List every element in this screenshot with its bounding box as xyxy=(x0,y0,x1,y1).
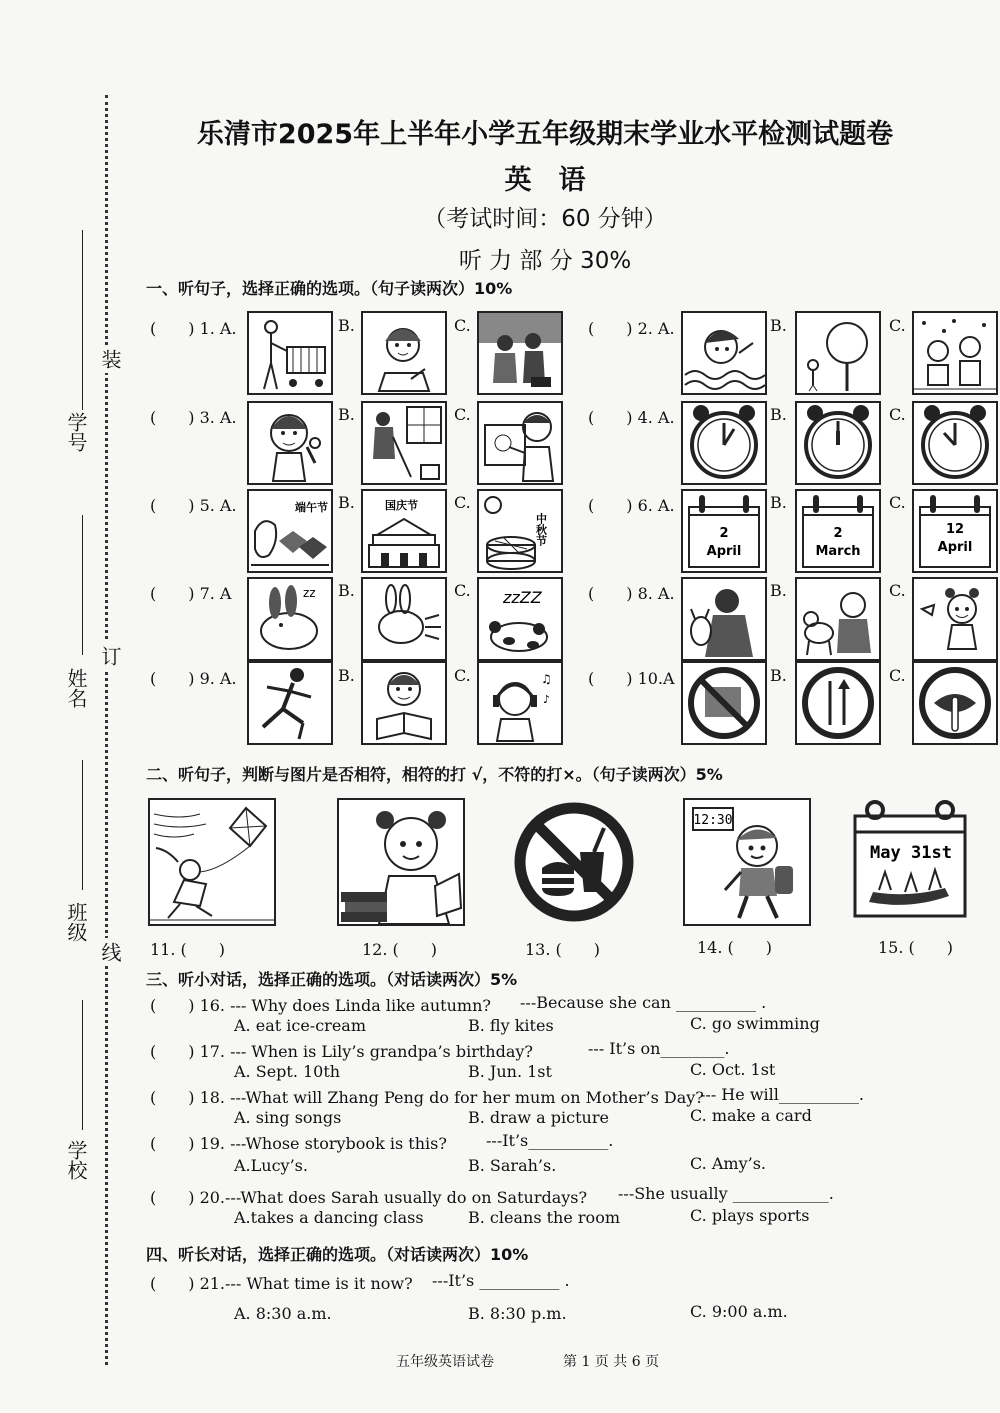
q10-option-b-sign[interactable] xyxy=(795,661,881,745)
svg-text:zz: zz xyxy=(303,586,316,600)
q18-answer-stem: --- He will__________. xyxy=(700,1085,864,1104)
q10-option-c-sign[interactable] xyxy=(912,661,998,745)
q15-answer[interactable]: 15. ( ) xyxy=(878,938,954,957)
q6-option-c-label[interactable]: C. xyxy=(889,493,906,512)
q5-option-a-picture[interactable] xyxy=(247,489,333,573)
q2-option-c-picture[interactable] xyxy=(912,311,998,395)
school-blank[interactable] xyxy=(82,1000,83,1130)
section1-title: 一、听句子，选择正确的选项。（句子读两次）10% xyxy=(146,279,513,298)
q10-number[interactable]: ( ) 10.A xyxy=(588,669,675,688)
q2-option-a-picture[interactable] xyxy=(681,311,767,395)
q21-option-c[interactable]: C. 9:00 a.m. xyxy=(690,1302,788,1321)
q3-option-c-picture[interactable] xyxy=(477,401,563,485)
exam-title: 乐清市2025年上半年小学五年级期末学业水平检测试题卷 xyxy=(196,119,894,150)
class-label: 班级 xyxy=(64,902,88,942)
svg-text:♪: ♪ xyxy=(543,693,551,706)
q11-picture[interactable] xyxy=(148,798,276,926)
q11-answer[interactable]: 11. ( ) xyxy=(150,940,226,959)
q9-number[interactable]: ( ) 9. A. xyxy=(150,669,237,688)
q6c-day: 12 xyxy=(945,522,965,537)
name-label: 姓名 xyxy=(64,668,88,708)
q2-option-b-label[interactable]: B. xyxy=(770,316,787,335)
q8-option-c-label[interactable]: C. xyxy=(889,581,906,600)
q19-answer-stem: ---It’s__________. xyxy=(486,1131,614,1150)
q6-option-c-calendar[interactable] xyxy=(912,489,998,573)
q8-option-b-picture[interactable] xyxy=(795,577,881,661)
binding-dotted-line xyxy=(105,95,108,1365)
q10-option-b-label[interactable]: B. xyxy=(770,666,787,685)
q10-option-c-label[interactable]: C. xyxy=(889,666,906,685)
q12-picture[interactable] xyxy=(337,798,465,926)
q6-option-b-calendar[interactable] xyxy=(795,489,881,573)
q6b-day: 2 xyxy=(833,526,843,541)
q18-question[interactable]: ( ) 18. ---What will Zhang Peng do for her mum on Mother’s Day? xyxy=(150,1088,704,1107)
q16-option-b[interactable]: B. fly kites xyxy=(468,1016,554,1035)
q4-option-a-clock[interactable] xyxy=(681,401,767,485)
q6-option-b-label[interactable]: B. xyxy=(770,493,787,512)
q20-question[interactable]: ( ) 20.---What does Sarah usually do on Saturdays? xyxy=(150,1188,588,1207)
q3-option-b-picture[interactable] xyxy=(361,401,447,485)
q18-option-b[interactable]: B. draw a picture xyxy=(468,1108,609,1127)
q4-option-b-clock[interactable] xyxy=(795,401,881,485)
q21-question[interactable]: ( ) 21.--- What time is it now? xyxy=(150,1274,413,1293)
q1-option-c-picture[interactable] xyxy=(477,311,563,395)
q6c-month: April xyxy=(937,540,973,555)
footer-subject: 五年级英语试卷 xyxy=(396,1354,494,1370)
q17-option-b[interactable]: B. Jun. 1st xyxy=(468,1062,552,1081)
q15-calendar-picture[interactable] xyxy=(849,798,973,922)
q5-option-c-label[interactable]: C. xyxy=(454,493,471,512)
q1-option-b-label[interactable]: B. xyxy=(338,316,355,335)
q4-option-c-clock[interactable] xyxy=(912,401,998,485)
q9-option-a-picture[interactable] xyxy=(247,661,333,745)
section3-title: 三、听小对话，选择正确的选项。（对话读两次）5% xyxy=(146,970,518,989)
q7-option-a-picture[interactable] xyxy=(247,577,333,661)
q21-option-b[interactable]: B. 8:30 p.m. xyxy=(468,1304,567,1323)
q8-number[interactable]: ( ) 8. A. xyxy=(588,584,675,603)
q18-option-a[interactable]: A. sing songs xyxy=(234,1108,342,1127)
q5b-caption: 国庆节 xyxy=(385,499,418,512)
q4-number[interactable]: ( ) 4. A. xyxy=(588,408,675,427)
q12-answer[interactable]: 12. ( ) xyxy=(362,940,438,959)
q17-answer-stem: --- It’s on________. xyxy=(588,1039,730,1058)
q17-option-c[interactable]: C. Oct. 1st xyxy=(690,1060,776,1079)
svg-text:♫: ♫ xyxy=(541,672,552,686)
q2-number[interactable]: ( ) 2. A. xyxy=(588,319,675,338)
q6a-day: 2 xyxy=(719,526,729,541)
q17-option-a[interactable]: A. Sept. 10th xyxy=(234,1062,341,1081)
q7-option-b-picture[interactable] xyxy=(361,577,447,661)
q3-option-c-label[interactable]: C. xyxy=(454,405,471,424)
q4-option-b-label[interactable]: B. xyxy=(770,405,787,424)
subject-title: 英 语 xyxy=(504,165,586,196)
section2-title: 二、听句子，判断与图片是否相符，相符的打 √，不符的打×。（句子读两次）5% xyxy=(146,765,723,784)
q3-option-a-picture[interactable] xyxy=(247,401,333,485)
q9-option-c-picture[interactable] xyxy=(477,661,563,745)
q6a-month: April xyxy=(706,544,742,559)
q10-option-a-sign[interactable] xyxy=(681,661,767,745)
q14-clock-text: 12:30 xyxy=(693,813,733,828)
q19-option-b[interactable]: B. Sarah’s. xyxy=(468,1156,557,1175)
q19-option-a[interactable]: A.Lucy’s. xyxy=(234,1156,308,1175)
q7-number[interactable]: ( ) 7. A xyxy=(150,584,232,603)
q14-picture[interactable] xyxy=(683,798,811,926)
student-id-label: 学号 xyxy=(64,412,88,452)
q13-answer[interactable]: 13. ( ) xyxy=(525,940,601,959)
q20-option-b[interactable]: B. cleans the room xyxy=(468,1208,620,1227)
class-blank[interactable] xyxy=(82,760,83,890)
q7-option-c-picture[interactable] xyxy=(477,577,563,661)
q8-option-a-picture[interactable] xyxy=(681,577,767,661)
q18-option-c[interactable]: C. make a card xyxy=(690,1106,812,1125)
q9-option-b-label[interactable]: B. xyxy=(338,666,355,685)
q7-option-b-label[interactable]: B. xyxy=(338,581,355,600)
q2-option-b-picture[interactable] xyxy=(795,311,881,395)
exam-time: （考试时间：60 分钟） xyxy=(423,206,667,232)
q7-option-c-label[interactable]: C. xyxy=(454,581,471,600)
q1-option-b-picture[interactable] xyxy=(361,311,447,395)
q1-option-c-label[interactable]: C. xyxy=(454,316,471,335)
q14-answer[interactable]: 14. ( ) xyxy=(697,938,773,957)
q3-option-b-label[interactable]: B. xyxy=(338,405,355,424)
q19-option-c[interactable]: C. Amy’s. xyxy=(690,1154,766,1173)
zhuang-mark: 装 xyxy=(96,345,125,373)
q19-question[interactable]: ( ) 19. ---Whose storybook is this? xyxy=(150,1134,447,1153)
q16-question[interactable]: ( ) 16. --- Why does Linda like autumn? xyxy=(150,996,491,1015)
q5-option-b-label[interactable]: B. xyxy=(338,493,355,512)
q1-number[interactable]: ( ) 1. A. xyxy=(150,319,237,338)
q20-option-c[interactable]: C. plays sports xyxy=(690,1206,810,1225)
school-label: 学校 xyxy=(64,1140,88,1180)
q16-option-a[interactable]: A. eat ice-cream xyxy=(234,1016,366,1035)
q4-option-c-label[interactable]: C. xyxy=(889,405,906,424)
q21-option-a[interactable]: A. 8:30 a.m. xyxy=(234,1304,332,1323)
q3-number[interactable]: ( ) 3. A. xyxy=(150,408,237,427)
q15-calendar-date: May 31st xyxy=(870,843,952,863)
q8-option-c-picture[interactable] xyxy=(912,577,998,661)
q5-option-b-picture[interactable] xyxy=(361,489,447,573)
listening-part-title: 听 力 部 分 30% xyxy=(458,248,632,274)
q13-no-food-sign[interactable] xyxy=(512,798,636,922)
q1-option-a-picture[interactable] xyxy=(247,311,333,395)
q7c-sleep-text: zzZZ xyxy=(503,588,542,607)
q5a-caption: 端午节 xyxy=(295,501,328,514)
q6b-month: March xyxy=(815,544,861,559)
q9-option-c-label[interactable]: C. xyxy=(454,666,471,685)
q16-option-c[interactable]: C. go swimming xyxy=(690,1014,820,1033)
q17-question[interactable]: ( ) 17. --- When is Lily’s grandpa’s birthday? xyxy=(150,1042,533,1061)
section4-title: 四、听长对话，选择正确的选项。（对话读两次）10% xyxy=(146,1245,529,1264)
ding-mark: 订 xyxy=(96,642,125,670)
q6-option-a-calendar[interactable] xyxy=(681,489,767,573)
q8-option-b-label[interactable]: B. xyxy=(770,581,787,600)
name-blank[interactable] xyxy=(82,515,83,655)
q5-number[interactable]: ( ) 5. A. xyxy=(150,496,237,515)
q16-answer-stem: ---Because she can __________ . xyxy=(520,993,767,1012)
q21-answer-stem: ---It’s __________ . xyxy=(432,1271,570,1290)
q20-answer-stem: ---She usually ____________. xyxy=(618,1184,834,1203)
q5-option-c-picture[interactable] xyxy=(477,489,563,573)
q6-number[interactable]: ( ) 6. A. xyxy=(588,496,675,515)
footer-page-number: 第 1 页 共 6 页 xyxy=(563,1354,660,1370)
q9-option-b-picture[interactable] xyxy=(361,661,447,745)
q5c-caption: 中秋节 xyxy=(534,513,548,546)
xian-mark: 线 xyxy=(96,938,125,966)
q2-option-c-label[interactable]: C. xyxy=(889,316,906,335)
q20-option-a[interactable]: A.takes a dancing class xyxy=(234,1208,424,1227)
